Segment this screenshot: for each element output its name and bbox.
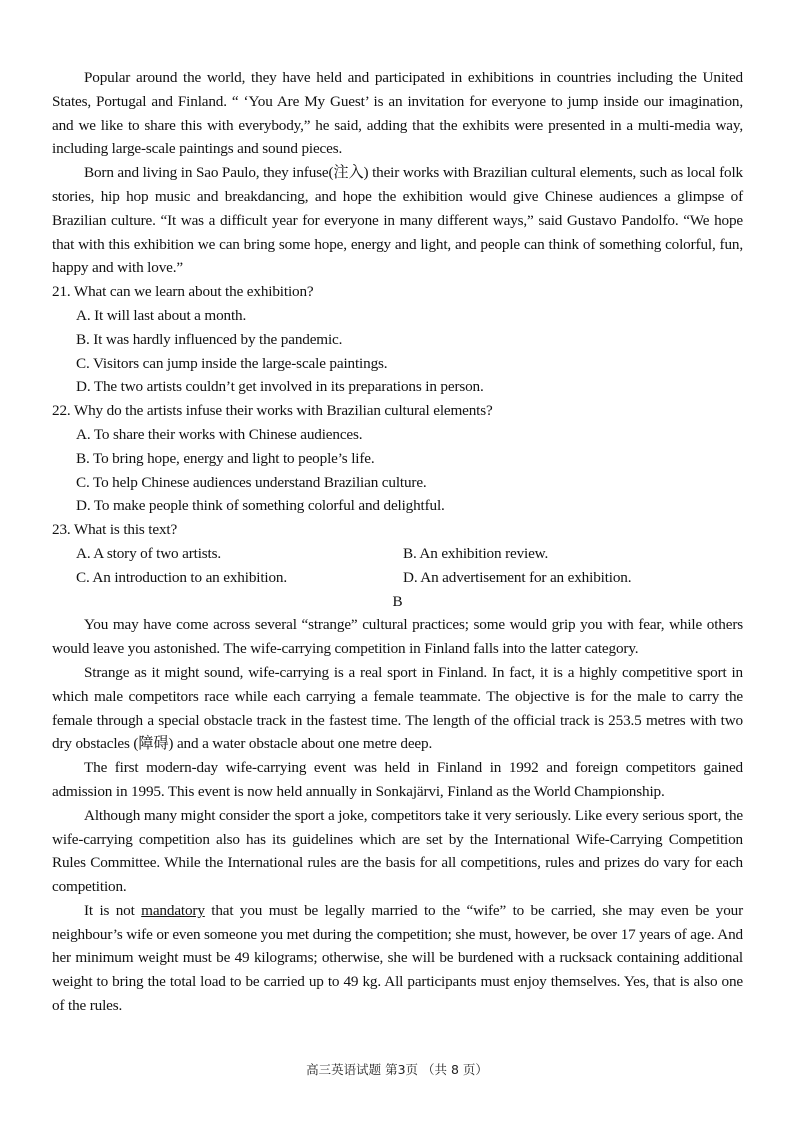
underlined-word-mandatory: mandatory [141, 901, 205, 919]
paragraph-suffix: that you must be legally married to the “wife” to be carried, she may even be your neighbour’s wife or even someone you met during the competition; she must, however, be over 17 years of age. And her minimum weight must be 49 kilograms; otherwise, she will be burdened with a rucksack containing additional weight to bring the total load to be carried up to 49 kg. All participants must enjoy themselves. Yes, that is also one of the rules. [52, 901, 743, 1015]
passage-b-paragraph-1: You may have come across several “strange” cultural practices; some would grip you with fear, while others would leave you astonished. The wife-carrying competition in Finland falls into the latter category. [52, 616, 743, 658]
section-b-heading: B [392, 592, 403, 610]
option-c: C. Visitors can jump inside the large-scale paintings. [76, 354, 388, 372]
question-stem: 22. Why do the artists infuse their works with Brazilian cultural elements? [52, 402, 493, 420]
option-d: D. The two artists couldn’t get involved in its preparations in person. [76, 378, 484, 396]
page-footer: 高三英语试题 第3页 （共 8 页） [306, 1062, 488, 1077]
option-c: C. An introduction to an exhibition. [76, 568, 288, 586]
passage-b-paragraph-5 [52, 899, 743, 1018]
option-a: A. It will last about a month. [76, 306, 247, 324]
passage-a-paragraph-2: Born and living in Sao Paulo, they infuse(注入) their works with Brazilian cultural elements, such as local folk stories, hip hop music and breakdancing, and hope the exhibition would give Chinese audiences a glimpse of Brazilian culture. “It was a difficult year for everyone in many different ways,” said Gustavo Pandolfo. “We hope that with this exhibition we can bring some hope, energy and light, and people can think of something colorful, fun, happy and with love.” [52, 164, 743, 277]
question-23 [52, 518, 743, 589]
question-stem: 23. What is this text? [52, 521, 178, 539]
paragraph-prefix: It is not [84, 901, 142, 919]
exam-page [52, 66, 743, 1018]
option-d: D. An advertisement for an exhibition. [403, 568, 632, 586]
question-21 [52, 280, 743, 399]
option-b: B. To bring hope, energy and light to people’s life. [76, 449, 375, 467]
option-b: B. An exhibition review. [403, 544, 549, 562]
option-b: B. It was hardly influenced by the pandemic. [76, 330, 343, 348]
passage-b-paragraph-3: The first modern-day wife-carrying event was held in Finland in 1992 and foreign competitors gained admission in 1995. This event is now held annually in Sonkajärvi, Finland as the World Championship. [52, 759, 743, 800]
option-c: C. To help Chinese audiences understand Brazilian culture. [76, 473, 427, 491]
passage-a-paragraph-1: Popular around the world, they have held and participated in exhibitions in countries including the United States, Portugal and Finland. “ ‘You Are My Guest’ is an invitation for everyone to jump inside our imagination, and we like to share this with everybody,” he said, adding that the exhibits were presented in a multi-media way, including large-scale paintings and sound pieces. [52, 69, 743, 158]
passage-b-paragraph-4: Although many might consider the sport a joke, competitors take it very seriously. Like every serious sport, the wife-carrying competition also has its guidelines which are set by the International Wife-Carrying Competition Rules Committee. While the International rules are the basis for all competitions, rules and prizes do vary for each competition. [52, 806, 743, 896]
question-stem: 21. What can we learn about the exhibition? [52, 283, 314, 301]
question-22 [52, 399, 743, 518]
option-a: A. To share their works with Chinese audiences. [76, 425, 363, 443]
passage-b-paragraph-2: Strange as it might sound, wife-carrying is a real sport in Finland. In fact, it is a highly competitive sport in which male competitors race while each carrying a female teammate. The objective is for the male to carry the female through a special obstacle track in the fastest time. The length of the official track is 253.5 metres with two dry obstacles (障碍) and a water obstacle about one metre deep. [52, 663, 743, 753]
option-row-2 [52, 566, 743, 590]
option-row-1 [52, 542, 743, 566]
option-d: D. To make people think of something colorful and delightful. [76, 497, 445, 515]
option-a: A. A story of two artists. [76, 544, 222, 562]
